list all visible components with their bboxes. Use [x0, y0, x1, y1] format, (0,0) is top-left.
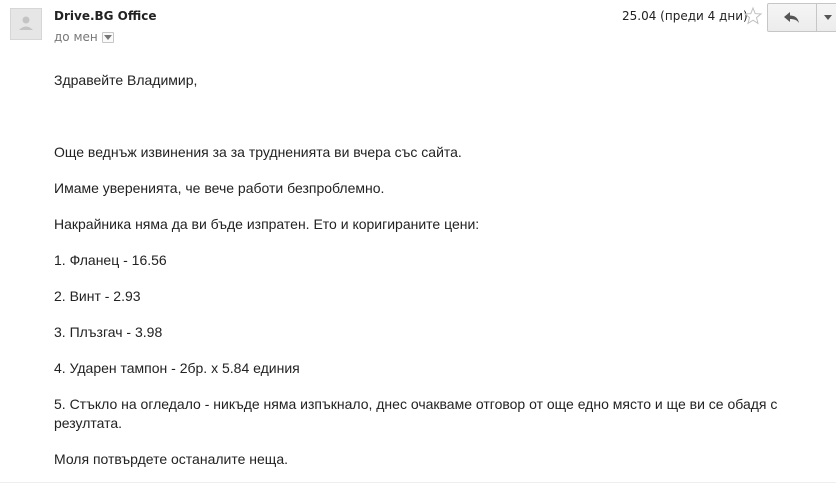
price-line: 2. Винт - 2.93 [54, 288, 141, 304]
recipient-label: до мен [54, 30, 98, 44]
recipient-line [54, 30, 114, 44]
person-silhouette-icon [11, 9, 41, 39]
price-line: 3. Плъзгач - 3.98 [54, 324, 163, 340]
sender-name[interactable]: Drive.BG Office [54, 9, 157, 23]
body-paragraph: Още веднъж извинения за за трудненията ви вчера със сайта. [54, 144, 462, 160]
price-line: 5. Стъкло на огледало - никъде няма изпъкнало, днес очакваме отговор от още едно място и ще ви се обадя с резултата. [54, 396, 778, 431]
chevron-down-icon [824, 15, 832, 20]
message-body [54, 71, 814, 469]
reply-arrow-icon [784, 12, 800, 24]
greeting-text: Здравейте Владимир, [54, 72, 198, 88]
divider [0, 482, 836, 483]
chevron-down-icon [104, 35, 112, 40]
star-button[interactable] [743, 6, 763, 26]
body-paragraph: Накрайника няма да ви бъде изпратен. Ето и коригираните цени: [54, 216, 480, 232]
reply-button[interactable] [767, 3, 817, 32]
body-paragraph: Имаме уверенията, че вече работи безпроблемно. [54, 180, 385, 196]
show-details-button[interactable] [102, 32, 114, 43]
price-line: 4. Ударен тампон - 2бр. х 5.84 единия [54, 360, 300, 376]
price-line: 1. Фланец - 16.56 [54, 252, 167, 268]
sender-avatar[interactable] [10, 8, 42, 40]
body-paragraph: Моля потвърдете останалите неща. [54, 451, 288, 467]
star-outline-icon [743, 6, 763, 26]
message-date[interactable]: 25.04 (преди 4 дни) [622, 9, 748, 23]
more-options-button[interactable] [816, 3, 836, 32]
